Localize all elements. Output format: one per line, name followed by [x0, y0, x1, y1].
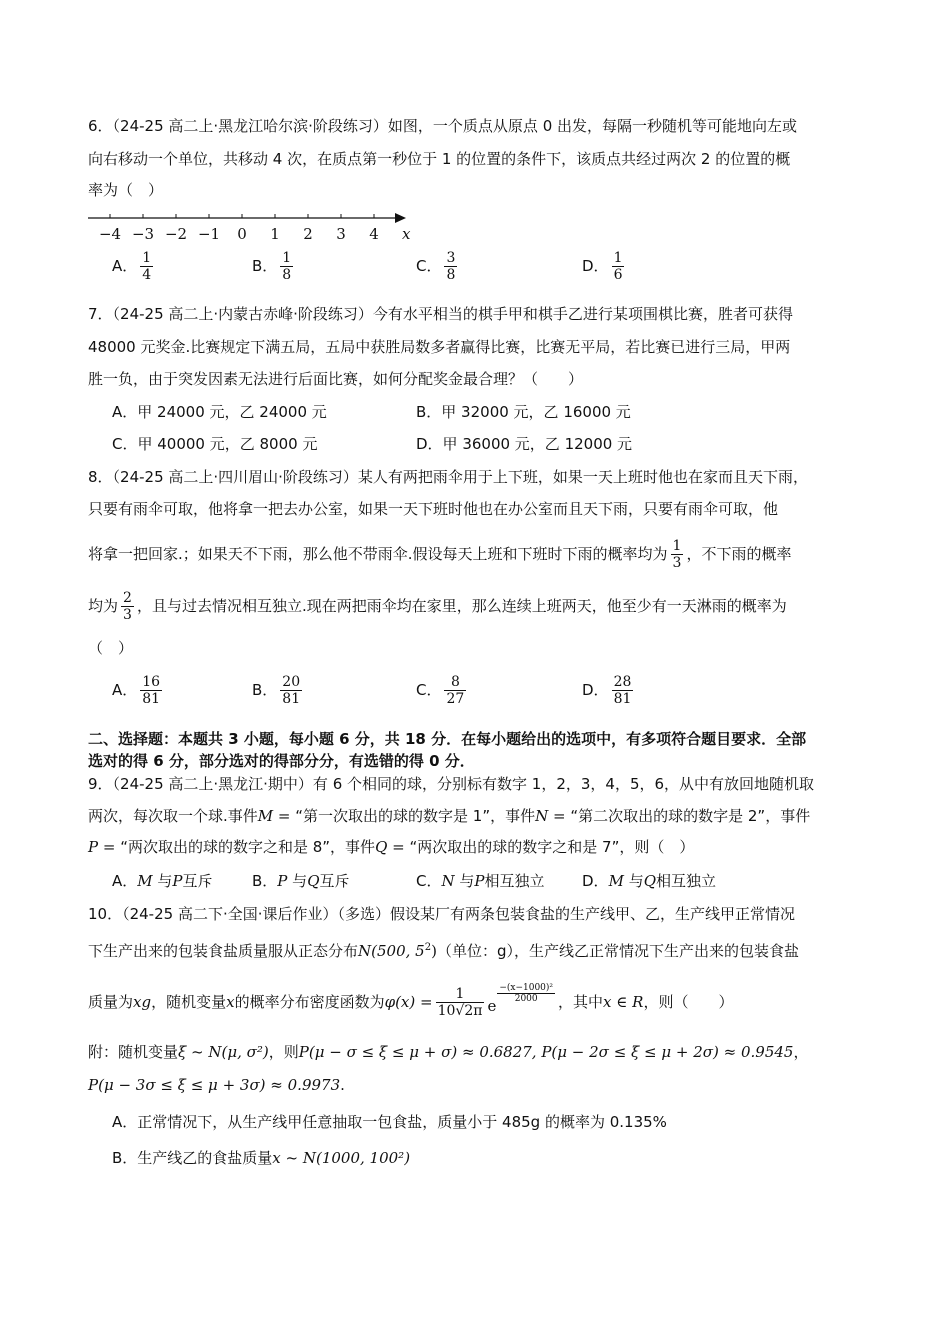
axis-tick-label: 1 — [270, 225, 280, 243]
fraction-two-thirds: $\frac{2}{3}$ — [123, 590, 132, 623]
exponent-fraction: $\frac{\text{−(x−1000)²}}{2000}$ — [499, 983, 554, 1004]
q9-option-c[interactable]: C．N 与P相互独立 — [416, 872, 545, 890]
q7-option-b[interactable]: B．甲 32000 元，乙 16000 元 — [416, 403, 631, 421]
q8-option-a[interactable]: A． $\frac{16}{81}$ — [112, 674, 161, 707]
q10-line2: 下生产出来的包装食盐质量服从正态分布N(500, $5^2$)（单位：g），生产线乙正常情况下生产出来的包装食盐 — [88, 942, 799, 960]
axis-tick-label: −2 — [164, 225, 188, 243]
q9-line1: 9．（24-25 高二上·黑龙江·期中）有 6 个相同的球，分别标有数字 1，2，3，4，5，6，从中有放回地随机取 — [88, 775, 815, 793]
q8-line5: （ ） — [88, 639, 134, 657]
q7-line1: 7．（24-25 高二上·内蒙古赤峰·阶段练习）今有水平相当的棋手甲和棋手乙进行某项围棋比赛，胜者可获得 — [88, 305, 793, 323]
section2-heading-line1: 二、选择题：本题共 3 小题，每小题 6 分，共 18 分．在每小题给出的选项中，有多项符合题目要求．全部 — [88, 730, 807, 748]
fraction: $\frac{8}{27}$ — [446, 674, 465, 707]
axis-tick-label: 3 — [336, 225, 346, 243]
section2-heading-line2: 选对的得 6 分，部分选对的得部分分，有选错的得 0 分． — [88, 752, 475, 770]
q6-option-b[interactable]: B． $\frac{1}{8}$ — [252, 250, 292, 283]
q9-option-a[interactable]: A．M 与P互斥 — [112, 872, 213, 890]
q6-option-a[interactable]: A． $\frac{1}{4}$ — [112, 250, 152, 283]
fraction: $\frac{1}{6}$ — [613, 250, 623, 283]
q8-line3: 将拿一把回家.；如果天不下雨，那么他不带雨伞.假设每天上班和下班时下雨的概率均为 $\frac{1}{3}$ ，不下雨的概率 — [88, 538, 792, 571]
q6-option-c[interactable]: C． $\frac{3}{8}$ — [416, 250, 456, 283]
q10-line5: P(μ − 3σ ≤ ξ ≤ μ + 3σ) ≈ 0.9973. — [88, 1076, 345, 1094]
q6-line1: 6．（24-25 高二上·黑龙江哈尔滨·阶段练习）如图，一个质点从原点 0 出发，每隔一秒随机等可能地向左或 — [88, 117, 798, 135]
q6-option-d[interactable]: D． $\frac{1}{6}$ — [582, 250, 623, 283]
q8-line1: 8．（24-25 高二上·四川眉山·阶段练习）某人有两把雨伞用于上下班，如果一天上班时他也在家而且天下雨， — [88, 468, 808, 486]
axis-x-label: x — [402, 225, 411, 243]
q10-option-a[interactable]: A．正常情况下，从生产线甲任意抽取一包食盐，质量小于 485g 的概率为 0.135% — [112, 1113, 667, 1131]
q7-line3: 胜一负，由于突发因素无法进行后面比赛，如何分配奖金最合理？（ ） — [88, 370, 584, 388]
number-line-figure — [86, 206, 416, 246]
q7-option-d[interactable]: D．甲 36000 元，乙 12000 元 — [416, 435, 633, 453]
q9-line3: P = “两次取出的球的数字之和是 8”，事件Q = “两次取出的球的数字之和是 7”，则（ ） — [88, 838, 695, 856]
pdf-fraction: $\frac{1}{10√2\pi}$ — [437, 986, 483, 1019]
q6-line2: 向右移动一个单位，共移动 4 次，在质点第一秒位于 1 的位置的条件下，该质点共经过两次 2 的位置的概 — [88, 150, 791, 168]
q10-line3: 质量为xg，随机变量x的概率分布密度函数为φ(x) = $\frac{1}{10√2\pi}$ e $\frac{\text{−(x−1000)²}}{2000}$ ，其中x ∈ R，则（ ） — [88, 983, 734, 1019]
q9-option-b[interactable]: B．P 与Q互斥 — [252, 872, 350, 890]
q8-option-d[interactable]: D． $\frac{28}{81}$ — [582, 674, 632, 707]
q6-line3: 率为（ ） — [88, 181, 164, 199]
q7-line2: 48000 元奖金.比赛规定下满五局，五局中获胜局数多者赢得比赛，比赛无平局，若比赛已进行三局，甲两 — [88, 338, 791, 356]
axis-tick-label: −3 — [131, 225, 155, 243]
q10-option-b[interactable]: B．生产线乙的食盐质量x ~ N(1000, 100²) — [112, 1149, 411, 1167]
fraction: $\frac{1}{8}$ — [282, 250, 292, 283]
q8-option-c[interactable]: C． $\frac{8}{27}$ — [416, 674, 465, 707]
q9-line2: 两次，每次取一个球.事件M = “第一次取出的球的数字是 1”，事件N = “第二次取出的球的数字是 2”，事件 — [88, 807, 811, 825]
axis-tick-label: −4 — [98, 225, 122, 243]
q8-line4: 均为 $\frac{2}{3}$ ，且与过去情况相互独立.现在两把雨伞均在家里，那么连续上班两天，他至少有一天淋雨的概率为 — [88, 590, 787, 623]
axis-arrow-icon — [395, 213, 406, 223]
axis-tick-label: 2 — [303, 225, 313, 243]
fraction: $\frac{1}{4}$ — [142, 250, 152, 283]
q9-option-d[interactable]: D．M 与Q相互独立 — [582, 872, 717, 890]
fraction: $\frac{16}{81}$ — [142, 674, 161, 707]
q10-line4: 附：随机变量ξ ~ N(μ, σ²)，则P(μ − σ ≤ ξ ≤ μ + σ) ≈ 0.6827, P(μ − 2σ ≤ ξ ≤ μ + 2σ) ≈ 0.9545， — [88, 1043, 809, 1061]
axis-tick-label: 4 — [369, 225, 379, 243]
q7-option-a[interactable]: A．甲 24000 元，乙 24000 元 — [112, 403, 327, 421]
fraction-one-third: $\frac{1}{3}$ — [672, 538, 682, 571]
fraction: $\frac{28}{81}$ — [613, 674, 632, 707]
q10-line1: 10．（24-25 高二下·全国·课后作业）（多选）假设某厂有两条包装食盐的生产线甲、乙，生产线甲正常情况 — [88, 905, 795, 923]
axis-tick-label: −1 — [197, 225, 221, 243]
axis-tick-label: 0 — [237, 225, 247, 243]
q7-option-c[interactable]: C．甲 40000 元，乙 8000 元 — [112, 435, 318, 453]
q8-option-b[interactable]: B． $\frac{20}{81}$ — [252, 674, 301, 707]
q8-line2: 只要有雨伞可取，他将拿一把去办公室，如果一天下班时他也在办公室而且天下雨，只要有雨伞可取，他 — [88, 500, 779, 518]
fraction: $\frac{20}{81}$ — [282, 674, 301, 707]
fraction: $\frac{3}{8}$ — [446, 250, 456, 283]
